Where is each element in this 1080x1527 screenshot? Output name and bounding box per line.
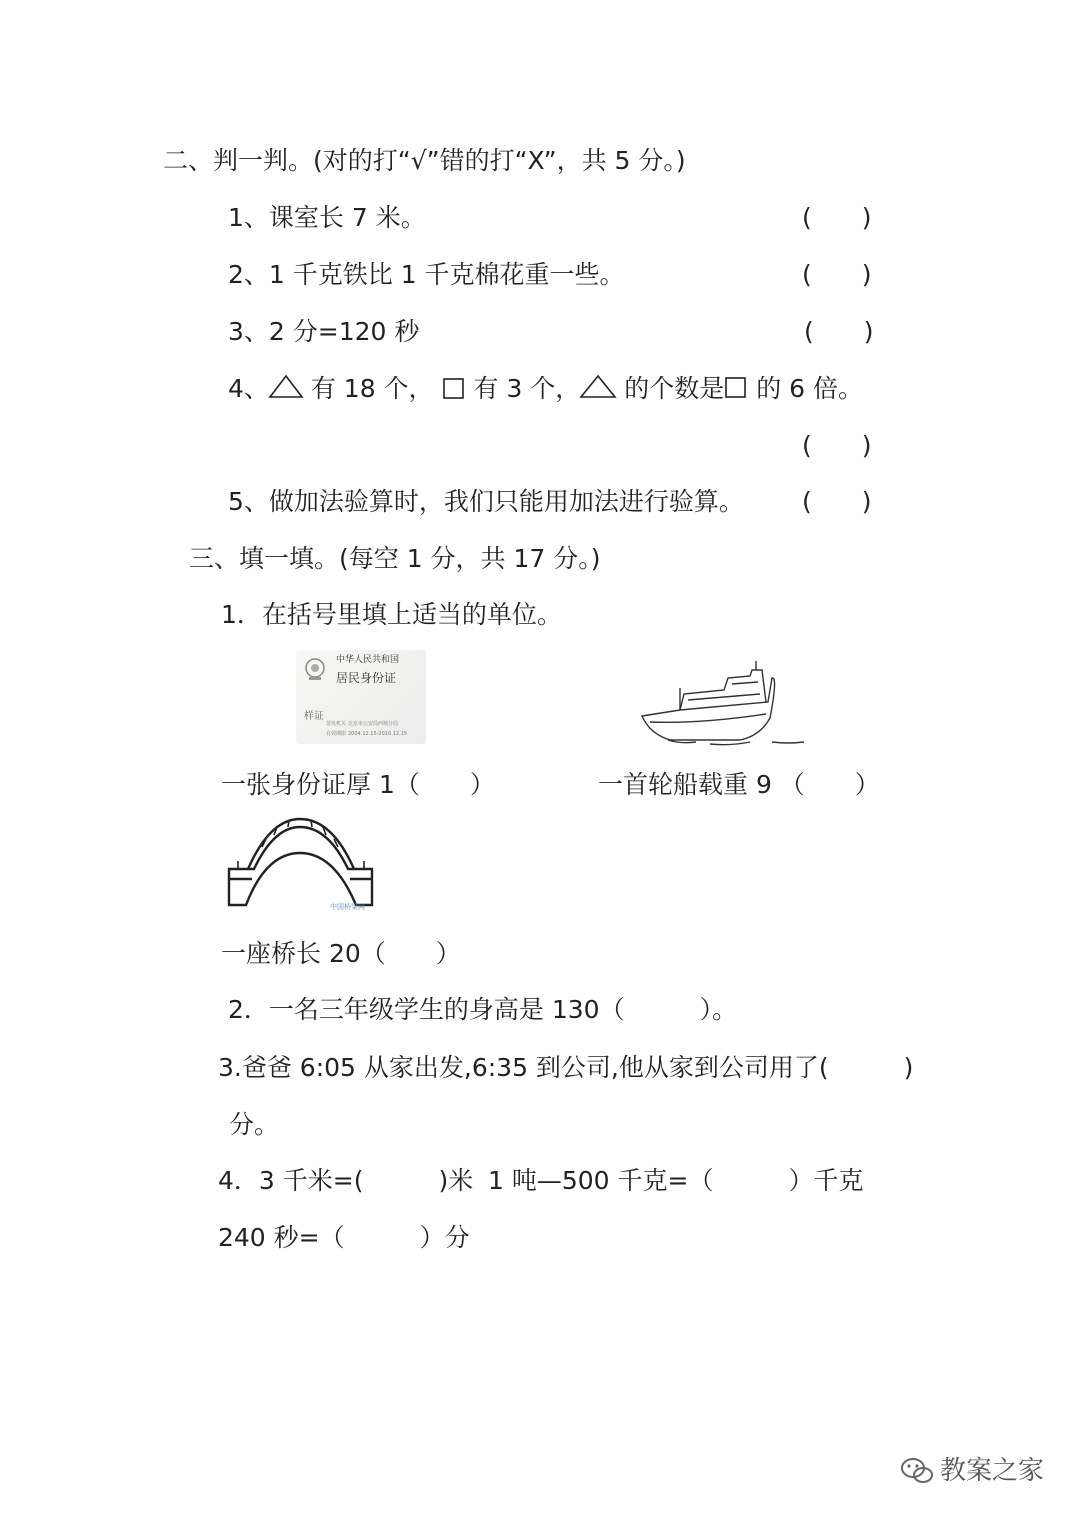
- id-card-stamp: 样证: [304, 711, 324, 722]
- fill-q1-title: 1．在括号里填上适当的单位。: [221, 600, 562, 629]
- judge-item-4-prefix: 4、: [228, 374, 269, 403]
- answer-paren-4[interactable]: ( ): [802, 431, 872, 460]
- square-icon: [724, 377, 748, 399]
- id-card-image: [296, 650, 426, 744]
- answer-paren-1[interactable]: ( ): [802, 203, 872, 232]
- square-icon: [442, 377, 466, 399]
- judge-item-2: 2、1 千克铁比 1 千克棉花重一些。: [228, 260, 625, 289]
- fill-q3-line1: 3.爸爸 6:05 从家出发,6:35 到公司,他从家到公司用了( ): [218, 1053, 914, 1082]
- judge-item-4-part4: 的 6 倍。: [748, 374, 864, 403]
- judge-item-1: 1、课室长 7 米。: [228, 203, 426, 232]
- triangle-icon: [580, 375, 616, 399]
- judge-item-5: 5、做加法验算时，我们只能用加法进行验算。: [228, 487, 744, 516]
- answer-paren-2[interactable]: ( ): [802, 260, 872, 289]
- triangle-icon: [269, 375, 303, 399]
- id-card-row1-value: 北京市公安局西城分局: [348, 721, 399, 727]
- idcard-question: 一张身份证厚 1（ ）: [221, 770, 495, 799]
- watermark-text: 教案之家: [940, 1456, 1045, 1486]
- judge-item-4-part1: 有 18 个，: [302, 374, 434, 403]
- id-card-country: 中华人民共和国: [336, 655, 400, 665]
- ship-image: [640, 658, 810, 748]
- fill-q2: 2．一名三年级学生的身高是 130（ ）。: [228, 995, 738, 1024]
- section2-heading: 二、判一判。(对的打“√”错的打“X”，共 5 分。): [163, 146, 686, 175]
- judge-item-4: [228, 375, 863, 401]
- judge-item-4-part2: 有 3 个，: [465, 374, 581, 403]
- fill-q4-part2: 1 吨—500 千克=（ ）千克: [488, 1166, 864, 1195]
- id-card-title: 居民身份证: [336, 671, 397, 685]
- id-card-row1-label: 签发机关: [326, 721, 347, 727]
- section3-heading: 三、填一填。(每空 1 分，共 17 分。): [189, 544, 601, 573]
- bridge-caption: 中国桥梁网: [330, 903, 365, 911]
- id-card-row2-label: 有效期限: [326, 731, 347, 737]
- judge-item-4-part3: 的个数是: [616, 374, 725, 403]
- ship-question: 一首轮船载重 9 （ ）: [598, 770, 880, 799]
- id-card-row2-value: 2004.12.15-2010.12.15: [348, 731, 408, 737]
- answer-paren-5[interactable]: ( ): [802, 487, 872, 516]
- answer-paren-3[interactable]: ( ): [804, 317, 874, 346]
- watermark: [900, 1456, 1044, 1486]
- bridge-question: 一座桥长 20（ ）: [221, 939, 461, 968]
- wechat-icon: [900, 1456, 934, 1486]
- national-emblem-icon: [304, 656, 326, 682]
- fill-q3-line2: 分。: [229, 1110, 280, 1139]
- fill-q4-part1: 4．3 千米=( )米: [218, 1166, 474, 1195]
- judge-item-3: 3、2 分=120 秒: [228, 317, 420, 346]
- fill-q4-line2: 240 秒=（ ）分: [218, 1223, 470, 1252]
- bridge-image: [226, 817, 376, 917]
